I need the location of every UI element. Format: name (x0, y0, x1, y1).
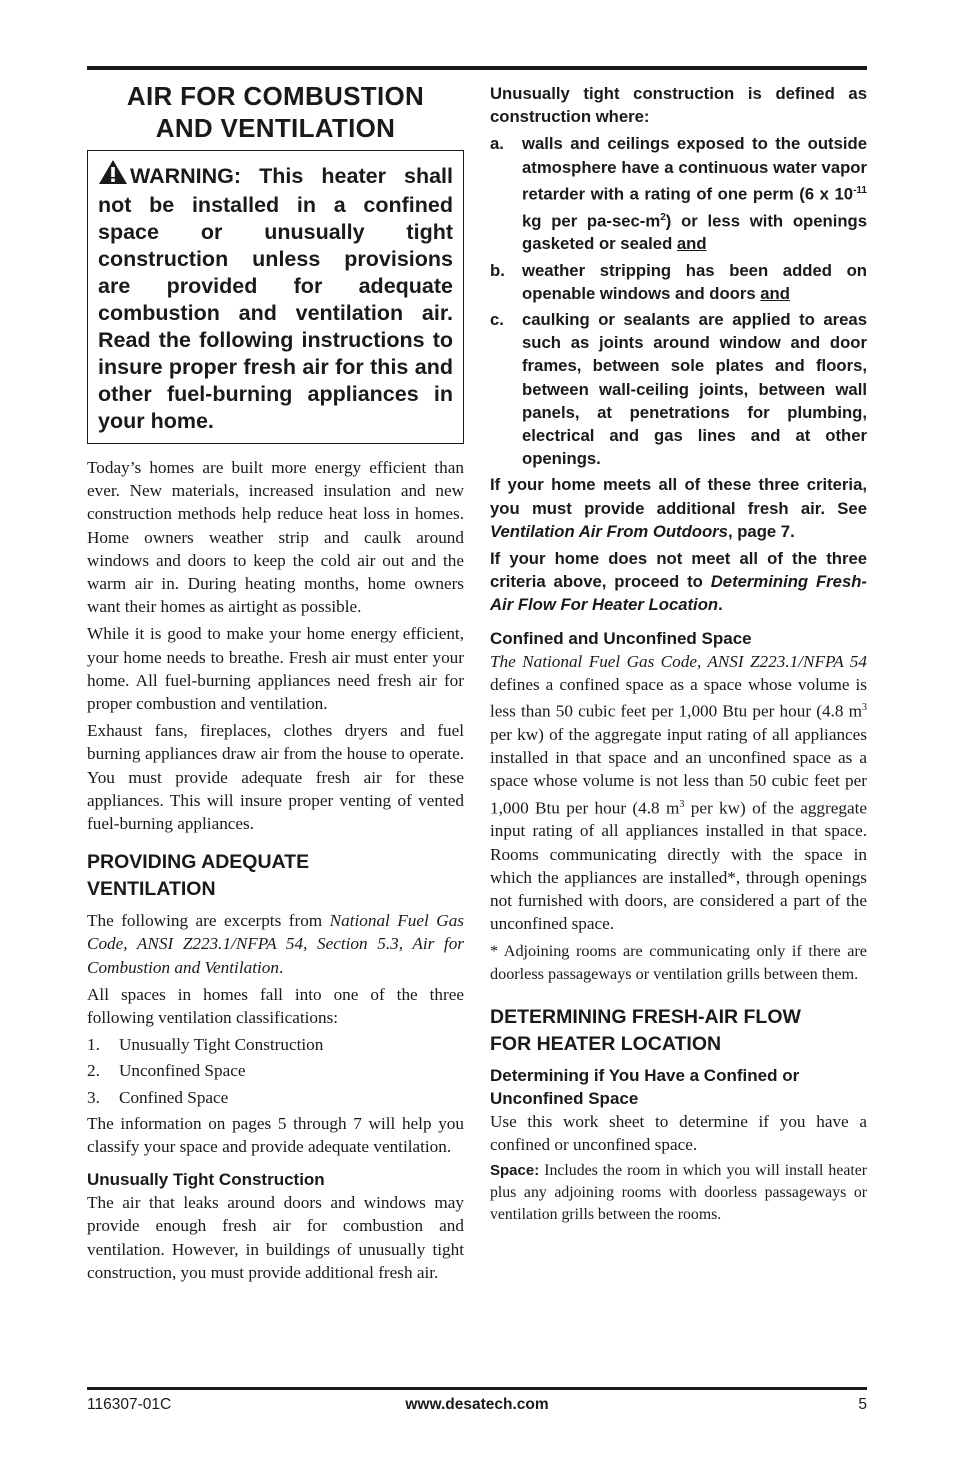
list-marker: a. (490, 134, 504, 154)
list-item (87, 1059, 464, 1082)
providing-heading-line-2: VENTILATION (87, 878, 216, 901)
superscript: -11 (853, 184, 867, 196)
determining-subheading (490, 1064, 867, 1110)
subheading-line-2: Unconfined Space (490, 1088, 639, 1108)
superscript: 3 (862, 702, 867, 713)
list-item (87, 1033, 464, 1056)
confined-text: per kw) of the aggregate input rating of all appliances installed in that space. Rooms communicating directly with the space in which the appliances are installed*, through openings not furnished with doors, are considered a part of the unconfined space. (490, 798, 867, 934)
list-label: Unusually Tight Construction (119, 1035, 324, 1055)
excerpt-suffix: . (278, 957, 284, 977)
list-number: 1. (87, 1035, 100, 1055)
confined-text: defines a confined space as a space whose volume is less than 50 cubic feet per 1,000 Btu per hour (4.8 m (490, 674, 867, 721)
section-title (87, 80, 464, 144)
website-link[interactable]: www.desatech.com (405, 1396, 549, 1413)
doc-number: 116307-01C (87, 1396, 172, 1413)
tight-heading: Unusually Tight Construction (87, 1170, 325, 1190)
classification-list (87, 1033, 464, 1109)
space-label: Space: (490, 1161, 540, 1179)
confined-paragraph (490, 650, 867, 936)
list-label: Confined Space (119, 1087, 229, 1107)
confined-heading: Confined and Unconfined Space (490, 628, 752, 648)
space-text: Includes the room in which you will install heater plus any adjoining rooms with doorless passageways or ventilation grills between the rooms. (490, 1161, 867, 1223)
page-number: 5 (858, 1396, 867, 1413)
title-line-2: AND VENTILATION (155, 113, 396, 143)
intro-paragraph-1: Today’s homes are built more energy efficient than ever. New materials, increased insulation and new construction methods help reduce heat loss in homes. Home owners weather strip and caulk around windows and doors to keep the cold air out and the warm air in. During heating months, home owners want their homes as airtight as possible. (87, 458, 464, 617)
determining-heading-line-1: DETERMINING FRESH-AIR FLOW (490, 1005, 801, 1028)
warning-box (87, 150, 464, 444)
confined-source: The National Fuel Gas Code, ANSI Z223.1/NFPA 54 (490, 651, 867, 671)
criteria-a-text: ) or less with openings gasketed or sealed (522, 211, 867, 254)
excerpt-source: National Fuel Gas Code, ANSI Z223.1/NFPA 54, Section 5.3, Air for Combustion and Ventilation (87, 911, 464, 977)
list-label: Unconfined Space (119, 1061, 246, 1081)
list-marker: c. (490, 309, 504, 329)
left-column (87, 78, 464, 1288)
excerpt-paragraph (87, 909, 464, 979)
not-meets-reference: Determining Fresh-Air Flow For Heater Location (490, 572, 867, 615)
warning-label: WARNING: (130, 164, 242, 188)
meets-criteria-paragraph (490, 473, 867, 543)
list-number: 3. (87, 1087, 100, 1107)
criteria-a (522, 132, 867, 255)
criteria-a-text: walls and ceilings exposed to the outside atmosphere have a continuous water vapor retarder with a rating of one perm (6 x 10 (522, 134, 867, 204)
intro-paragraph-2: While it is good to make your home energy efficient, your home needs to breathe. Fresh air must enter your home. All fuel-burning appliances need fresh air for proper combustion and ventilation. (87, 624, 464, 714)
list-item (490, 308, 867, 470)
underlined-and: and (676, 234, 707, 254)
excerpt-prefix: The following are excerpts from (87, 911, 330, 931)
list-item (490, 132, 867, 255)
criteria-a-text: kg per pa-sec-m (522, 211, 661, 231)
warning-body: This heater shall not be installed in a confined space or unusually tight construction unless provisions are provided for adequate combustion and ventilation air. Read the following instructions to insure proper fresh air for this and other fuel-burning appliances in your home. (98, 164, 453, 433)
info-paragraph: The information on pages 5 through 7 will help you classify your space and provide adequate ventilation. (87, 1113, 464, 1157)
footnote: * Adjoining rooms are communicating only if there are doorless passageways or ventilation grills between them. (490, 941, 867, 983)
underlined-and: and (760, 283, 790, 303)
criteria-c: caulking or sealants are applied to areas such as joints around window and door frames, between sole plates and floors, between wall-ceiling joints, between wall panels, at penetrations for plumbing, electrical and gas lines and at other openings. (522, 309, 867, 469)
list-marker: b. (490, 260, 505, 280)
intro-paragraph-3: Exhaust fans, fireplaces, clothes dryers and fuel burning appliances draw air from the house to operate. You must provide adequate fresh air for these appliances. This will insure proper venting of vented fuel-burning appliances. (87, 721, 464, 834)
list-number: 2. (87, 1061, 100, 1081)
superscript: 2 (660, 211, 666, 223)
superscript: 3 (679, 798, 685, 810)
determining-heading (490, 1004, 867, 1058)
list-item (490, 259, 867, 305)
criteria-b-text: weather stripping has been added on openable windows and doors (522, 260, 867, 303)
warning-triangle-icon (98, 159, 128, 192)
tight-definition: Unusually tight construction is defined as construction where: (490, 84, 867, 127)
not-meets-text: If your home does not meet all of the three criteria above, proceed to (490, 548, 867, 592)
not-meets-suffix: . (718, 595, 723, 615)
providing-heading (87, 849, 464, 903)
tight-paragraph: The air that leaks around doors and windows may provide enough fresh air for combustion and ventilation. However, in buildings of unusually tight construction, you must provide additional fresh air. (87, 1193, 464, 1282)
top-rule (87, 66, 867, 70)
determining-heading-line-2: FOR HEATER LOCATION (490, 1032, 722, 1055)
meets-suffix: , page 7. (727, 521, 795, 541)
list-item (87, 1086, 464, 1109)
title-line-1: AIR FOR COMBUSTION (126, 81, 425, 111)
meets-text: If your home meets all of these three criteria, you must provide additional fresh air. See (490, 475, 867, 518)
not-meets-paragraph (490, 547, 867, 617)
subheading-line-1: Determining if You Have a Confined or (490, 1065, 800, 1085)
meets-reference: Ventilation Air From Outdoors (490, 521, 728, 541)
bottom-rule (87, 1387, 867, 1390)
criteria-list (490, 132, 867, 470)
confined-text: per kw) of the aggregate input rating of all appliances installed in that space and an unconfined space as a space whose volume is not less than 50 cubic feet per 1,000 Btu per hour (4.8 m (490, 724, 867, 818)
space-definition (490, 1160, 867, 1226)
right-column (490, 82, 867, 1226)
warning-text (98, 159, 453, 435)
providing-heading-line-1: PROVIDING ADEQUATE (87, 851, 310, 874)
classes-intro: All spaces in homes fall into one of the three following ventilation classifications: (87, 984, 464, 1028)
worksheet-paragraph: Use this work sheet to determine if you have a confined or unconfined space. (490, 1111, 867, 1154)
criteria-b (522, 259, 867, 305)
